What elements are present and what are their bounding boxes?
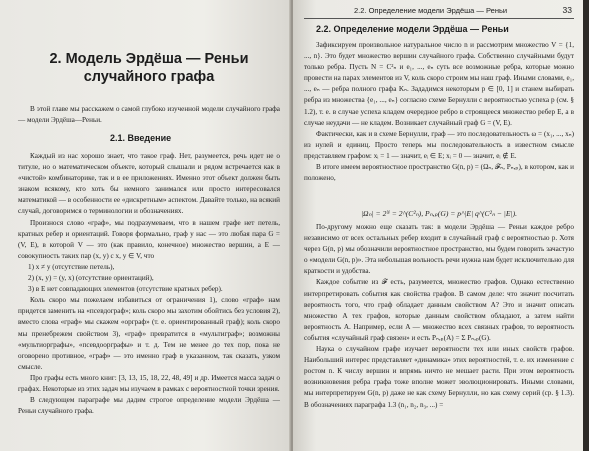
running-header-title: 2.2. Определение модели Эрдёша — Реньи <box>354 6 508 15</box>
page-edge-shadow <box>583 0 589 451</box>
paragraph: Зафиксируем произвольное натуральное число n и рассмотрим множество V = {1, ..., n}. Это будет множество вершин случайного графа. Собственно случайными будут только ребра. Пусть N = C²ₙ и e₁, ..., eₙ суть все возможные ребра, которые можно провести на парах элементов из V, коль скоро строим мы наш граф. Иными словами, e₁, ..., eₙ — ребра полного графа Kₙ. Зададимся некоторым p ∈ [0, 1] и станем выбирать ребра из множества {e₁, ..., eₙ} согласно схеме Бернулли с вероятностью успеха p (см. § 1.2), т. е. в случае успеха кладем очередное ребро в строящееся множество ребер E, а в случае неудачи — не кладем. Возникает случайный граф G = (V, E). <box>304 41 574 127</box>
probability-formula: |Ωₙ| = 2ᴺ = 2^(C²ₙ), Pₙ,ₚ(G) = p^|E| q^(C²ₙ − |E|). <box>360 209 518 218</box>
list-item: 2) (x, y) = (y, x) (отсутствие ориентаций), <box>28 274 154 283</box>
left-body <box>18 151 280 417</box>
paragraph: Коль скоро мы пожелаем избавиться от ограничения 1), слово «граф» нам придется заменить на «псевдограф»; коль скоро мы захотим обойтись без условия 2), вместо слова «граф» мы скажем «орграф» (т. е. ориентированный граф); коль скоро мы пренебрежем свойством 3), «граф» превратится в «мультиграф»; возможны «мультиорграфы», «псевдоорграфы» и т. д. Тем не менее до тех пор, пока не оговорено противное, «граф» — это именно граф в указанном, так сказать, узком смысле. <box>18 296 280 371</box>
paragraph: Наука о случайном графе изучает вероятности тех или иных свойств графов. Наибольший интерес представляет «динамика» этих вероятностей, т. е. их изменение с ростом n. К числу вершин и впрямь ничто не мешает расти. При этом вероятность возникновения ребра графа тоже вполне может эволюционировать. Иными словами, мы интерпретируем G(n, p) даже не как схему Бернулли, но как схему серий (ср. § 1.3). В обозначениях параграфа 1.3 (n₁, n₂, n₃, ...) = <box>304 345 574 409</box>
paragraph: В следующем параграфе мы дадим строгое определение модели Эрдёша — Реньи случайного графа. <box>18 396 280 416</box>
paragraph: Произнося слово «граф», мы подразумеваем, что в нашем графе нет петель, кратных ребер и ориентаций. Говоря формально, граф у нас — это любая пара G = (V, E), в которой V — это (как правило, конечное) множество вершин, а E — совокупность таких пар (x, y) с x, y ∈ V, что <box>18 218 280 260</box>
section-title-definition: 2.2. Определение модели Эрдёша — Реньи <box>316 24 509 34</box>
paragraph: Каждое событие из 𝓕 есть, разумеется, множество графов. Однако естественно интерпретировать события как свойства графов. В самом деле: что значит посчитать вероятность того, что граф обладает данным свойством A? Это и значит описать множество A тех графов, которые данным свойством обладают, а затем найти вероятность A. Например, если A — множество всех связных графов, то вероятность события «случайный граф связен» и есть Pₙ,ₚ(A) = Σ Pₙ,ₚ(G). <box>304 278 574 342</box>
chapter-intro <box>18 104 280 126</box>
section-title-intro: 2.1. Введение <box>110 133 172 143</box>
list-item: 3) в E нет совпадающих элементов (отсутствие кратных ребер). <box>28 285 223 294</box>
paragraph: Каждый из нас хорошо знает, что такое граф. Нет, разумеется, речь идет не о титуле, но о математическом объекте, который слышали и рядом встречается как в «чистой» комбинаторике, так и в ее приложениях. Именно этот объект должен быть знаком всякому, кто хоть бы немного занимался или просто интересовался математикой — в особенности ее «дискретным» аспектом. Давайте только, на всякий случай, договоримся о терминологии и обозначениях. <box>18 152 280 216</box>
paragraph: Про графы есть много книг: [3, 13, 15, 18, 22, 48, 49] и др. Имеется масса задач о графах. Некоторые из этих задач мы изучаем в рамках с вероятностной точки зрения. <box>18 373 280 393</box>
chapter-title-line2: случайного графа <box>83 69 215 85</box>
conditions-list <box>18 262 280 295</box>
intro-paragraph: В этой главе мы расскажем о самой глубоко изученной модели случайного графа — модели Эрдёша—Реньи. <box>18 105 280 125</box>
chapter-title <box>18 50 280 86</box>
running-header <box>304 5 574 19</box>
paragraph: В итоге имеем вероятностное пространство G(n, p) = (Ωₙ, 𝓕ₙ, Pₙ,ₚ), в котором, как и положено, <box>304 163 574 183</box>
chapter-title-line1: 2. Модель Эрдёша — Реньи <box>49 51 249 67</box>
left-page <box>0 0 291 451</box>
page-number: 33 <box>562 5 572 15</box>
right-body-top <box>304 40 574 184</box>
list-item: 1) x ≠ y (отсутствие петель), <box>28 262 115 271</box>
paragraph: Фактически, как и в схеме Бернулли, граф — это последовательность ω = (x₁, ..., xₙ) из нулей и единиц. Просто теперь мы последовательность в известном смысле представляем графом: xᵢ = 1 — значит, eᵢ ∈ E; xᵢ = 0 — значит, eᵢ ∉ E. <box>304 129 574 160</box>
right-body-bottom <box>304 222 574 411</box>
paragraph: По-другому можно еще сказать так: в модели Эрдёша — Реньи каждое ребро независимо от всех остальных ребер входит в случайный граф с вероятностью p. Хотя через G(n, p) мы обозначили вероятностное пространство, мы будем говорить зачастую о «модели G(n, p)». Эта небольшая вольность речи нужна нам будет исключительно для краткости и удобства. <box>304 223 574 276</box>
